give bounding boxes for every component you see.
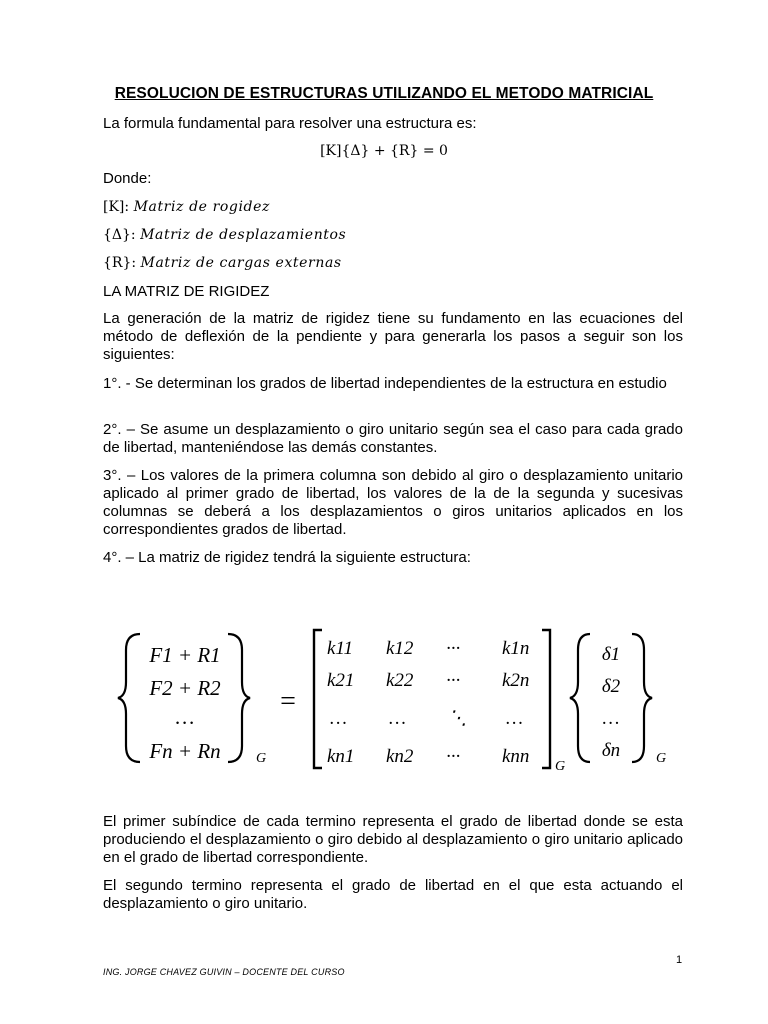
rhs-subscript: G xyxy=(656,751,667,766)
definition-text: Matriz de rogidez xyxy=(133,199,270,215)
matrix-entry: ··· xyxy=(446,746,461,767)
definition-r xyxy=(103,255,342,271)
matrix-entry: k2n xyxy=(502,670,530,691)
footer-author: ING. JORGE CHAVEZ GUIVIN – DOCENTE DEL CURSO xyxy=(103,967,345,977)
step-3: 3°. – Los valores de la primera columna son debido al giro o desplazamiento unitario aplicado al primer grado de libertad, los valores de la de la segunda y sucesivas columnas se deberá a los desplazamientos o giros unitarios aplicados en los correspondientes grados de libertad. xyxy=(103,467,683,538)
rhs-entry: δn xyxy=(601,740,621,761)
matrix-entry: kn1 xyxy=(327,746,355,767)
definition-symbol: {Δ}: xyxy=(103,227,136,243)
rhs-entry: … xyxy=(602,708,620,729)
lhs-entry: Fn + Rn xyxy=(149,739,221,763)
matrix-entry: … xyxy=(330,708,347,729)
paragraph-subindice: El primer subíndice de cada termino representa el grado de libertad donde se esta produciendo el desplazamiento o giro debido al desplazamiento o giro unitario aplicado en el grado de libertad correspondiente. xyxy=(103,813,683,866)
rhs-entry: δ2 xyxy=(601,676,621,697)
definition-symbol: [K]: xyxy=(103,199,130,215)
right-vector-brace xyxy=(570,634,590,762)
fundamental-equation: [K]{Δ} + {R} = 0 xyxy=(320,143,448,159)
matrix-entry: k11 xyxy=(327,638,354,659)
matrix-entry: k22 xyxy=(386,670,414,691)
paragraph-intro-rigidez: La generación de la matriz de rigidez tiene su fundamento en las ecuaciones del método de deflexión de la pendiente y para generarla los pasos a seguir son los siguientes: xyxy=(103,310,683,363)
matrix-entry: knn xyxy=(502,746,530,767)
intro-text: La formula fundamental para resolver una estructura es: xyxy=(103,115,477,132)
matrix-entry: k1n xyxy=(502,638,530,659)
definition-text: Matriz de desplazamientos xyxy=(140,227,347,243)
paragraph-segundo-termino: El segundo termino representa el grado de libertad en el que esta actuando el desplazamiento o giro unitario. xyxy=(103,877,683,912)
matrix-entry: kn2 xyxy=(386,746,414,767)
right-vector-brace-close xyxy=(632,634,652,762)
rhs-entry: δ1 xyxy=(601,644,621,665)
matrix-entry: k12 xyxy=(386,638,414,659)
lhs-entry: … xyxy=(175,705,195,729)
definition-symbol: {R}: xyxy=(103,255,137,271)
step-4: 4°. – La matriz de rigidez tendrá la siguiente estructura: xyxy=(103,549,471,566)
right-square-bracket xyxy=(542,630,550,768)
step-1: 1°. - Se determinan los grados de libertad independientes de la estructura en estudio xyxy=(103,375,667,392)
donde-label: Donde: xyxy=(103,170,152,187)
matrix-entry: … xyxy=(389,708,406,729)
matrix-entry: … xyxy=(506,708,523,729)
lhs-subscript: G xyxy=(256,751,267,766)
lhs-entry: F1 + R1 xyxy=(149,643,221,667)
page-number: 1 xyxy=(676,954,683,966)
matrix-subscript: G xyxy=(555,759,566,774)
matrix-entry: k21 xyxy=(327,670,355,691)
matrix-entry: ··· xyxy=(446,638,461,659)
matrix-equation xyxy=(110,620,680,780)
left-curly-brace-close xyxy=(228,634,250,762)
lhs-entry: F2 + R2 xyxy=(149,676,221,700)
definition-delta xyxy=(103,227,346,243)
left-square-bracket xyxy=(314,630,322,768)
matrix-entry: ⋱ xyxy=(448,708,467,729)
left-curly-brace xyxy=(118,634,140,762)
equals-sign: = xyxy=(280,686,296,717)
definition-text: Matriz de cargas externas xyxy=(140,255,342,271)
step-2: 2°. – Se asume un desplazamiento o giro unitario según sea el caso para cada grado de libertad, manteniéndose las demás constantes. xyxy=(103,421,683,456)
document-title: RESOLUCION DE ESTRUCTURAS UTILIZANDO EL METODO MATRICIAL xyxy=(114,85,654,102)
section-heading: LA MATRIZ DE RIGIDEZ xyxy=(103,283,270,300)
matrix-entry: ··· xyxy=(446,670,461,691)
definition-k xyxy=(103,199,270,215)
